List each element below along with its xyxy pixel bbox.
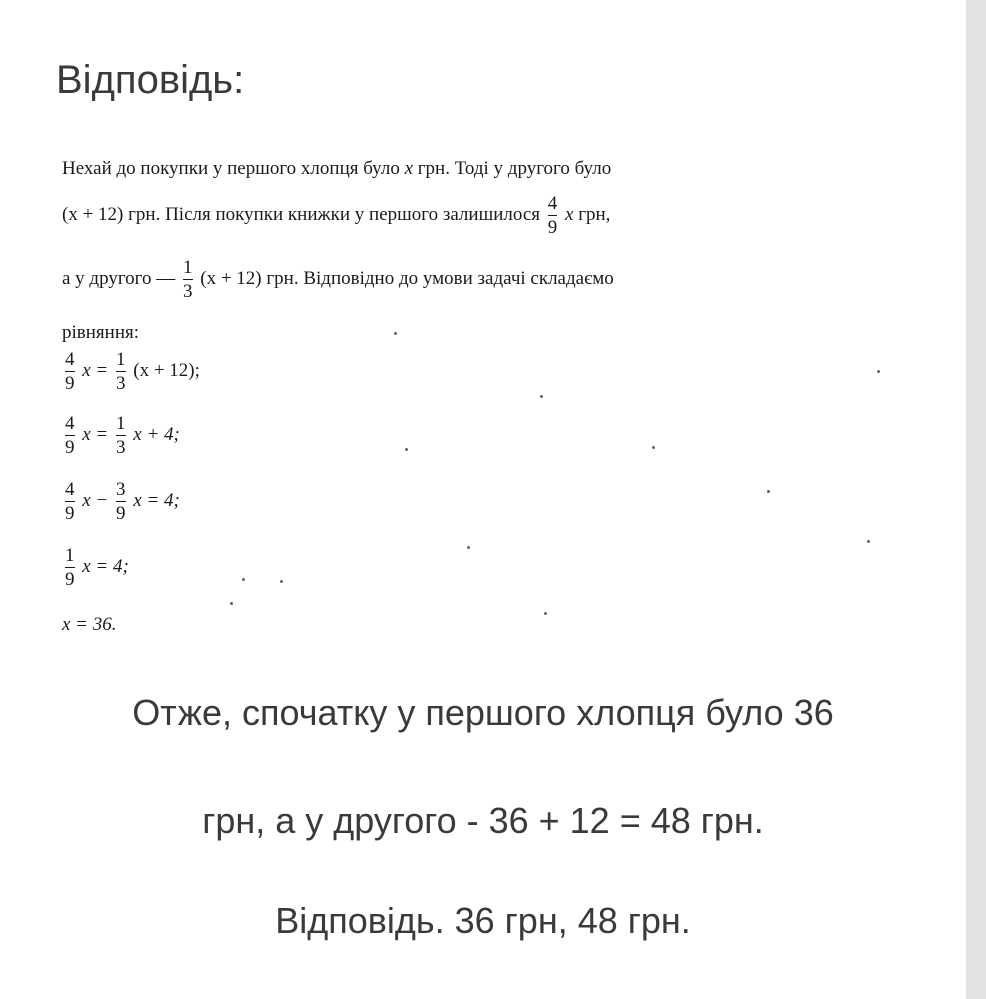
numerator: 1: [65, 545, 75, 566]
numerator: 4: [65, 413, 75, 434]
equation-part: (x + 12);: [133, 359, 200, 381]
scan-speck: [280, 580, 283, 583]
scan-speck: [394, 332, 397, 335]
scan-speck: [467, 546, 470, 549]
equation-part: x = 4;: [133, 489, 180, 511]
equation-part: x = 4;: [82, 555, 129, 577]
fraction-bar: [116, 371, 126, 372]
solution-text: грн. Тоді у другого було: [417, 158, 612, 179]
solution-text: грн. Відповідно до умови задачі складаємо: [266, 267, 614, 289]
numerator: 4: [547, 193, 558, 214]
expression: (x + 12): [200, 267, 262, 289]
scan-speck: [405, 448, 408, 451]
fraction-bar: [183, 279, 193, 280]
solution-text: грн,: [578, 203, 611, 225]
fraction-bar: [65, 501, 75, 502]
scan-speck: [652, 446, 655, 449]
solution-text: Нехай до покупки у першого хлопця було: [62, 158, 400, 179]
fraction: [116, 350, 126, 393]
answer-heading: Відповідь:: [56, 58, 245, 102]
fraction: [116, 414, 126, 457]
denominator: 3: [183, 281, 193, 302]
scan-speck: [544, 612, 547, 615]
denominator: 9: [65, 373, 75, 394]
equation-2: [62, 414, 180, 457]
fraction: [65, 414, 75, 457]
equation-part: x + 4;: [133, 423, 180, 445]
fraction: [183, 258, 193, 301]
fraction-bar: [65, 567, 75, 568]
numerator: 1: [116, 413, 126, 434]
equation-4: [62, 546, 129, 589]
denominator: 3: [116, 437, 126, 458]
equation-part: x −: [82, 489, 109, 511]
denominator: 9: [65, 569, 75, 590]
equation-1: [62, 350, 200, 393]
denominator: 9: [65, 437, 75, 458]
conclusion-line-3: Відповідь. 36 грн, 48 грн.: [275, 900, 691, 941]
numerator: 4: [65, 479, 75, 500]
numerator: 1: [116, 349, 126, 370]
expression: (x + 12): [62, 203, 124, 225]
solution-text: а у другого —: [62, 267, 176, 289]
scan-speck: [230, 602, 233, 605]
fraction: [65, 480, 75, 523]
fraction-bar: [116, 501, 126, 502]
numerator: 1: [183, 257, 193, 278]
scan-speck: [767, 490, 770, 493]
fraction-bar: [65, 371, 75, 372]
fraction-bar: [116, 435, 126, 436]
denominator: 9: [116, 503, 126, 524]
equation-part: x =: [82, 359, 109, 381]
solution-text: рівняння:: [62, 322, 140, 343]
solution-line-3: [62, 258, 614, 301]
numerator: 4: [65, 349, 75, 370]
variable: x: [404, 158, 414, 179]
denominator: 9: [65, 503, 75, 524]
fraction: [65, 350, 75, 393]
fraction: [116, 480, 126, 523]
conclusion-line-2: грн, а у другого - 36 + 12 = 48 грн.: [202, 800, 764, 841]
solution-scan: [62, 150, 922, 650]
equation-part: x =: [82, 423, 109, 445]
solution-line-4: [62, 322, 139, 344]
equation-3: [62, 480, 180, 523]
variable: x: [565, 203, 574, 225]
scan-speck: [867, 540, 870, 543]
fraction: [548, 194, 558, 237]
solution-text: грн. Після покупки книжки у першого залишилося: [128, 203, 541, 225]
equation-5: x = 36.: [62, 614, 117, 635]
scrollbar[interactable]: [966, 0, 986, 999]
scan-speck: [242, 578, 245, 581]
conclusion-line-1: Отже, спочатку у першого хлопця було 36: [132, 692, 834, 733]
fraction-bar: [548, 215, 558, 216]
scan-speck: [877, 370, 880, 373]
numerator: 3: [116, 479, 126, 500]
solution-line-2: [62, 194, 610, 237]
fraction-bar: [65, 435, 75, 436]
denominator: 9: [547, 217, 558, 238]
scan-speck: [540, 395, 543, 398]
fraction: [65, 546, 75, 589]
solution-line-1: [62, 158, 611, 180]
denominator: 3: [116, 373, 126, 394]
